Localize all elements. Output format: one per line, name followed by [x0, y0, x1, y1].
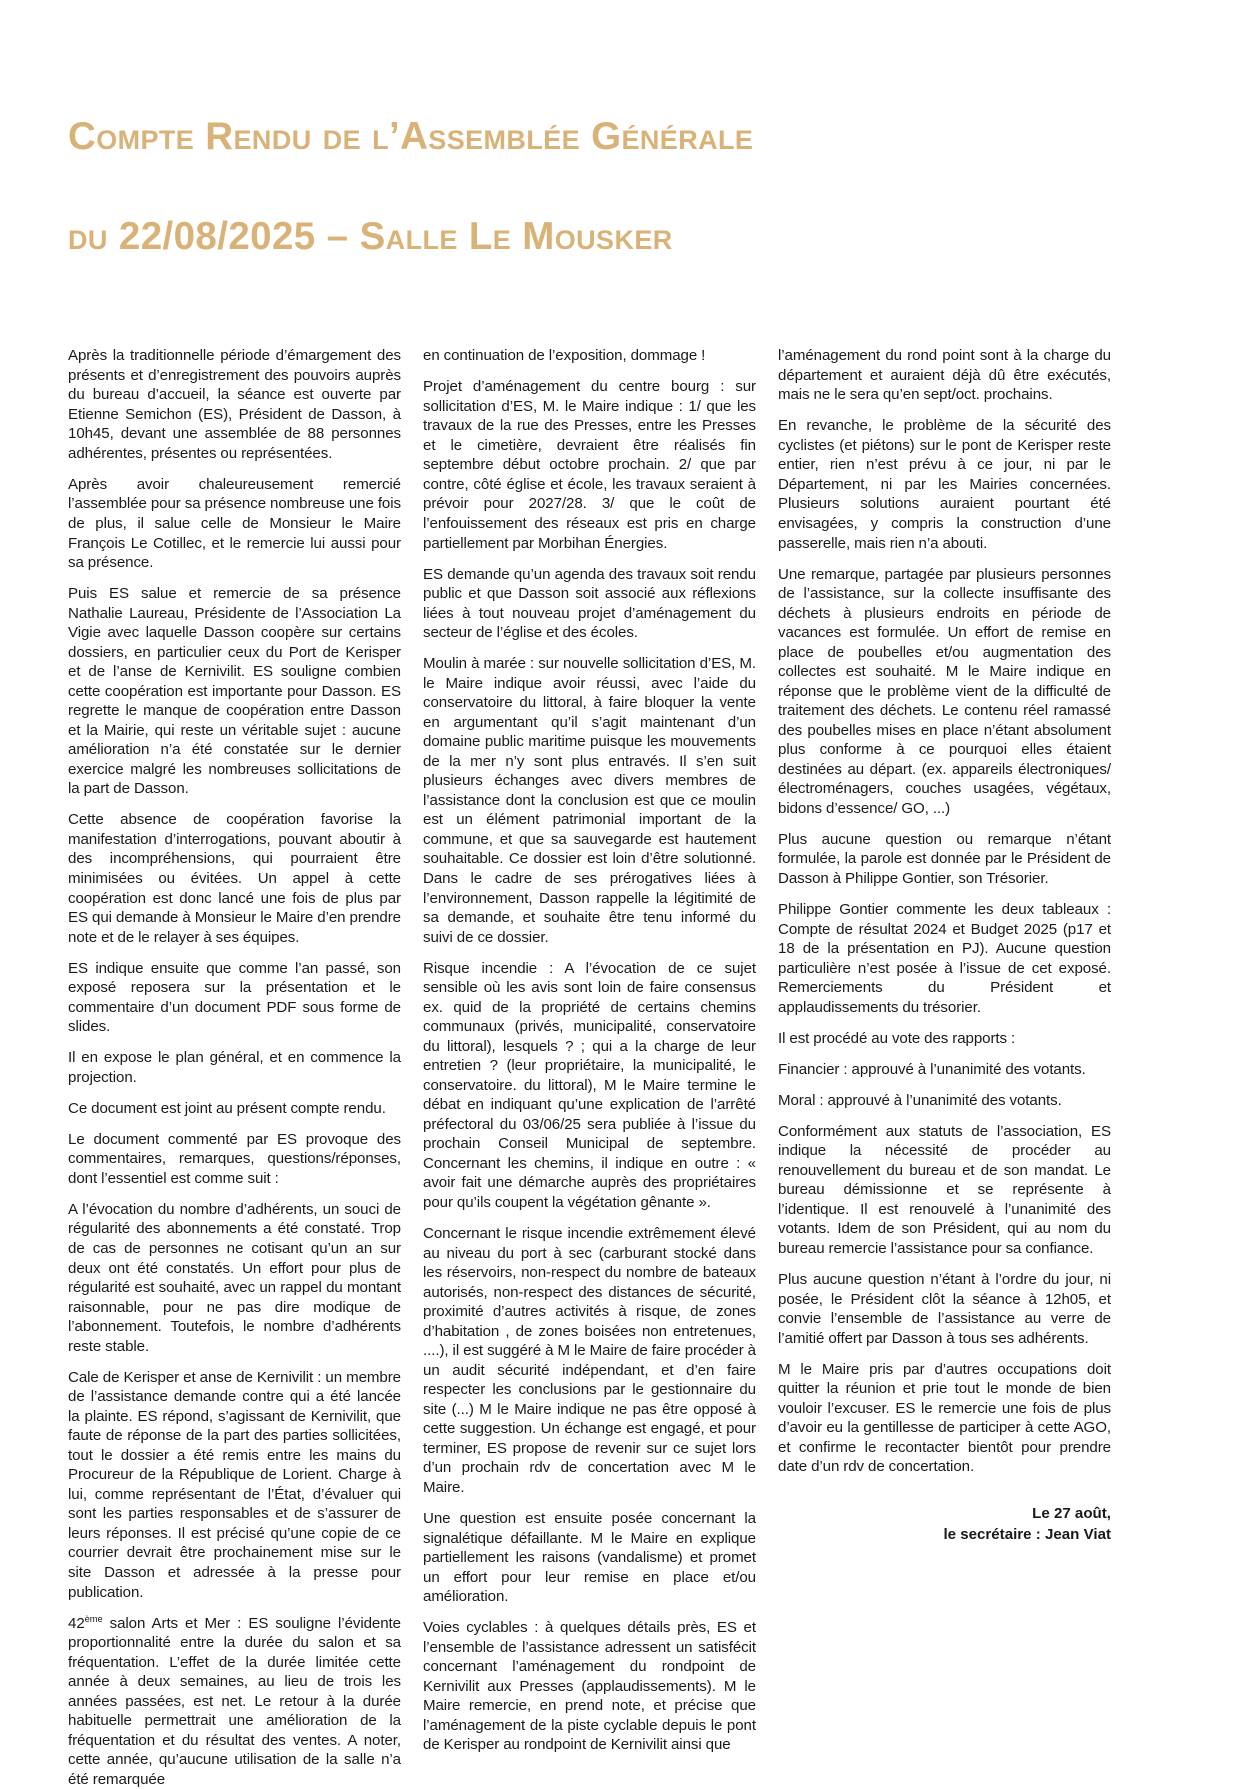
paragraph: Puis ES salue et remercie de sa présence Nathalie Laureau, Présidente de l’Association La Vigie avec laquelle Dasson coopère sur certains dossiers, en particulier ceux du Port de Kerisper et de l’anse de Kernivilit. ES souligne combien cette coopération est importante pour Dasson. ES regrette le manque de coopération entre Dasson et la Mairie, qui reste un véritable sujet : aucune amélioration n’a été constatée sur le dernier exercice malgré les nombreuses sollicitations de la part de Dasson.: [68, 585, 401, 798]
paragraph: Concernant le risque incendie extrêmement élevé au niveau du port à sec (carburant stocké dans les réservoirs, non-respect du nombre de bateaux autorisés, non-respect des distances de sécurité, proximité d’autres activités à risque, de zones d’habitation , de zones boisées non entretenues, ....), il est suggéré à M le Maire de faire procéder à un audit sécurité indépendant, et d’en faire respecter les conclusions par le gestionnaire du site (...) M le Maire indique ne pas être opposé à cette suggestion. Un échange est engagé, et pour terminer, ES propose de revenir sur ce sujet lors d’un prochain rdv de concertation avec M le Maire.: [423, 1225, 756, 1496]
paragraph: M le Maire pris par d’autres occupations doit quitter la réunion et prie tout le monde de bien vouloir l’excuser. ES le remercie une fois de plus d’avoir eu la gentillesse de participer à cette AGO, et confirme le recontacter bientôt pour prendre date d’un rdv de concertation.: [778, 1360, 1111, 1476]
page-title: [68, 62, 1162, 312]
paragraph: A l’évocation du nombre d’adhérents, un souci de régularité des abonnements a été constaté. Trop de cas de personnes ne cotisant qu’un an sur deux ont été constatés. Un effort pour plus de régularité est souhaité, avec un rappel du montant raisonnable, pour ne pas dire modique de l’abonnement. Toutefois, le nombre d’adhérents reste stable.: [68, 1200, 401, 1355]
paragraph: l’aménagement du rond point sont à la charge du département et auraient déjà dû être exécutés, mais ne le sera qu’en sept/oct. prochains.: [778, 347, 1111, 404]
paragraph: Il est procédé au vote des rapports :: [778, 1029, 1016, 1047]
paragraph: En revanche, le problème de la sécurité des cyclistes (et piétons) sur le pont de Kerisper reste entier, rien n’est prévu à ce jour, ni par le Département, ni par les Mairies concernées. Plusieurs solutions auraient pourtant été envisagées, y compris la construction d’une passerelle, mais rien n’a abouti.: [778, 417, 1111, 552]
paragraph: Une question est ensuite posée concernant la signalétique défaillante. M le Maire en explique partiellement les raisons (vandalisme) et promet un effort pour leur remise en place et/ou amélioration.: [423, 1509, 756, 1606]
paragraph: Projet d’aménagement du centre bourg : sur sollicitation d’ES, M. le Maire indique : 1/ que les travaux de la rue des Presses, entre les Presses et le cimetière, devraient être réalisés fin septembre début octobre prochain. 2/ que par contre, côté église et école, les travaux seraient à prévoir pour 2027/28. 3/ que le coût de l’enfouissement des réseaux est pris en charge partiellement par Morbihan Énergies.: [423, 378, 756, 552]
text-column-3: [778, 346, 1111, 1545]
paragraph: Conformément aux statuts de l’association, ES indique la nécessité de procéder au renouvellement du bureau et de son mandat. Le bureau démissionne et se représente à l’identique. Il est renouvelé à l’unanimité des votants. Idem de son Président, qui au nom du bureau remercie l’assistance pour sa confiance.: [778, 1122, 1111, 1258]
signature-role: le secrétaire : Jean Viat: [943, 1526, 1111, 1544]
paragraph: Il en expose le plan général, et en commence la projection.: [68, 1049, 401, 1086]
page-title-line-1: Compte Rendu de l’Assemblée Générale: [68, 115, 754, 159]
paragraph: Le document commenté par ES provoque des commentaires, remarques, questions/réponses, dont l’essentiel est comme suit :: [68, 1130, 401, 1187]
article-columns: [68, 346, 1162, 1789]
paragraph: Après avoir chaleureusement remercié l’assemblée pour sa présence nombreuse une fois de plus, il salue celle de Monsieur le Maire François Le Cotillec, et le remercie lui aussi pour sa présence.: [68, 475, 401, 572]
paragraph: Cette absence de coopération favorise la manifestation d’interrogations, pouvant aboutir à des incompréhensions, qui pourraient être minimisées ou évitées. Un appel à cette coopération est donc lancé une fois de plus par ES qui demande à Monsieur le Maire d’en prendre note et de le relayer à ses équipes.: [68, 811, 401, 946]
paragraph: Philippe Gontier commente les deux tableaux : Compte de résultat 2024 et Budget 2025 (p17 et 18 de la présentation en PJ). Aucune question particulière n’est posée à l’issue de cet exposé. Remerciements du Président et applaudissements du trésorier.: [778, 901, 1111, 1016]
text-column-2: [423, 346, 756, 1755]
paragraph: en continuation de l’exposition, dommage !: [423, 347, 706, 365]
signature-block: [778, 1503, 1111, 1546]
salon-paragraph-text: salon Arts et Mer : ES souligne l’évidente proportionnalité entre la durée du salon et sa fréquentation. L’effet de la durée limitée cette année à deux semaines, au lieu de trois les années passées, est net. Le retour à la durée habituelle permettrait une amélioration de la fréquentation et du résultat des ventes. A noter, cette année, qu’aucune utilisation de la salle n’a été remarquée: [68, 1614, 401, 1788]
page-title-line-2: du 22/08/2025 – Salle Le Mousker: [68, 215, 673, 259]
salon-edition-ordinal-suffix: ème: [84, 1613, 103, 1624]
paragraph: Cale de Kerisper et anse de Kernivilit : un membre de l’assistance demande contre qui a été lancée la plainte. ES répond, s’agissant de Kernivilit, que faute de réponse de la part des parties sollicitées, tout le dossier a été remis entre les mains du Procureur de la République de Lorient. Charge à lui, comme représentant de l’État, d’évaluer qui sont les parties responsables et de s’assurer de leurs réponses. Il est précisé qu’une copie de ce courrier devrait être prochainement mise sur le site Dasson et adressée à la presse pour publication.: [68, 1368, 401, 1601]
paragraph: Plus aucune question n’étant à l’ordre du jour, ni posée, le Président clôt la séance à 12h05, et convie l’ensemble de l’assistance au verre de l’amitié offert par Dasson à tous ses adhérents.: [778, 1271, 1111, 1347]
text-column-1: [68, 346, 401, 1789]
paragraph: Financier : approuvé à l’unanimité des votants.: [778, 1060, 1086, 1078]
salon-edition-number: 42: [68, 1614, 85, 1632]
paragraph-salon-arts-et-mer: [68, 1614, 401, 1789]
paragraph: ES indique ensuite que comme l’an passé, son exposé reposera sur la présentation et le commentaire d’un document PDF sous forme de slides.: [68, 959, 401, 1036]
paragraph: Voies cyclables : à quelques détails près, ES et l’ensemble de l’assistance adressent un satisfécit concernant l’aménagement du rondpoint de Kernivilit aux Presses (applaudissements). M le Maire remercie, en prend note, et précise que l’aménagement de la piste cyclable depuis le pont de Kerisper au rondpoint de Kernivilit ainsi que: [423, 1619, 756, 1754]
paragraph: ES demande qu’un agenda des travaux soit rendu public et que Dasson soit associé aux réflexions liées à tout nouveau projet d’aménagement du secteur de l’église et des écoles.: [423, 565, 756, 642]
paragraph: Plus aucune question ou remarque n’étant formulée, la parole est donnée par le Président de Dasson à Philippe Gontier, son Trésorier.: [778, 830, 1111, 888]
paragraph: Après la traditionnelle période d’émargement des présents et d’enregistrement des pouvoirs auprès du bureau d’accueil, la séance est ouverte par Etienne Semichon (ES), Président de Dasson, à 10h45, devant une assemblée de 88 personnes adhérentes, présentes ou représentées.: [68, 347, 401, 462]
signature-date: Le 27 août,: [1032, 1504, 1111, 1522]
paragraph: Une remarque, partagée par plusieurs personnes de l’assistance, sur la collecte insuffisante des déchets à plusieurs endroits en période de vacances est formulée. Un effort de remise en place de poubelles et/ou augmentation des collectes est souhaité. M le Maire indique en réponse que le problème vient de la difficulté de traitement des déchets. Le contenu réel ramassé des poubelles mises en place n’étant absolument plus conforme à ce pourquoi elles étaient destinées au départ. (ex. appareils électroniques/électroménagers, couches usagées, végétaux, bidons d’essence/ GO, ...): [778, 565, 1111, 817]
paragraph: Ce document est joint au présent compte rendu.: [68, 1099, 386, 1117]
paragraph: Moulin à marée : sur nouvelle sollicitation d’ES, M. le Maire indique avoir réussi, avec l’aide du conservatoire du littoral, à faire bloquer la vente en argumentant qu’il s’agit maintenant d’un domaine public maritime puisque les mouvements de la mer n’y sont plus entravés. Il s’en suit plusieurs échanges avec divers membres de l’assistance dont la conclusion est que ce moulin est un élément patrimonial important de la commune, et que sa sauvegarde est hautement souhaitable. Ce dossier est loin d’être solutionné. Dans le cadre de ses prérogatives liées à l’environnement, Dasson rappelle la légitimité de sa demande, et souhaite être tenu informé du suivi de ce dossier.: [423, 655, 756, 946]
paragraph: Moral : approuvé à l’unanimité des votants.: [778, 1091, 1062, 1109]
paragraph: Risque incendie : A l’évocation de ce sujet sensible où les avis sont loin de faire consensus ex. quid de la propriété de certains chemins communaux (privés, municipalité, conservatoire du littoral), lesquels ? ; qui a la charge de leur entretien ? (leur propriétaire, la municipalité, le conservatoire. du littoral), M le Maire termine le débat en indiquant qu’une explication de l’arrêté préfectoral du 03/06/25 sera publiée à l’issue du prochain Conseil Municipal de septembre. Concernant les chemins, il indique en outre : « avoir fait une démarche auprès des propriétaires pour qu’ils coupent la végétation gênante ».: [423, 959, 756, 1212]
